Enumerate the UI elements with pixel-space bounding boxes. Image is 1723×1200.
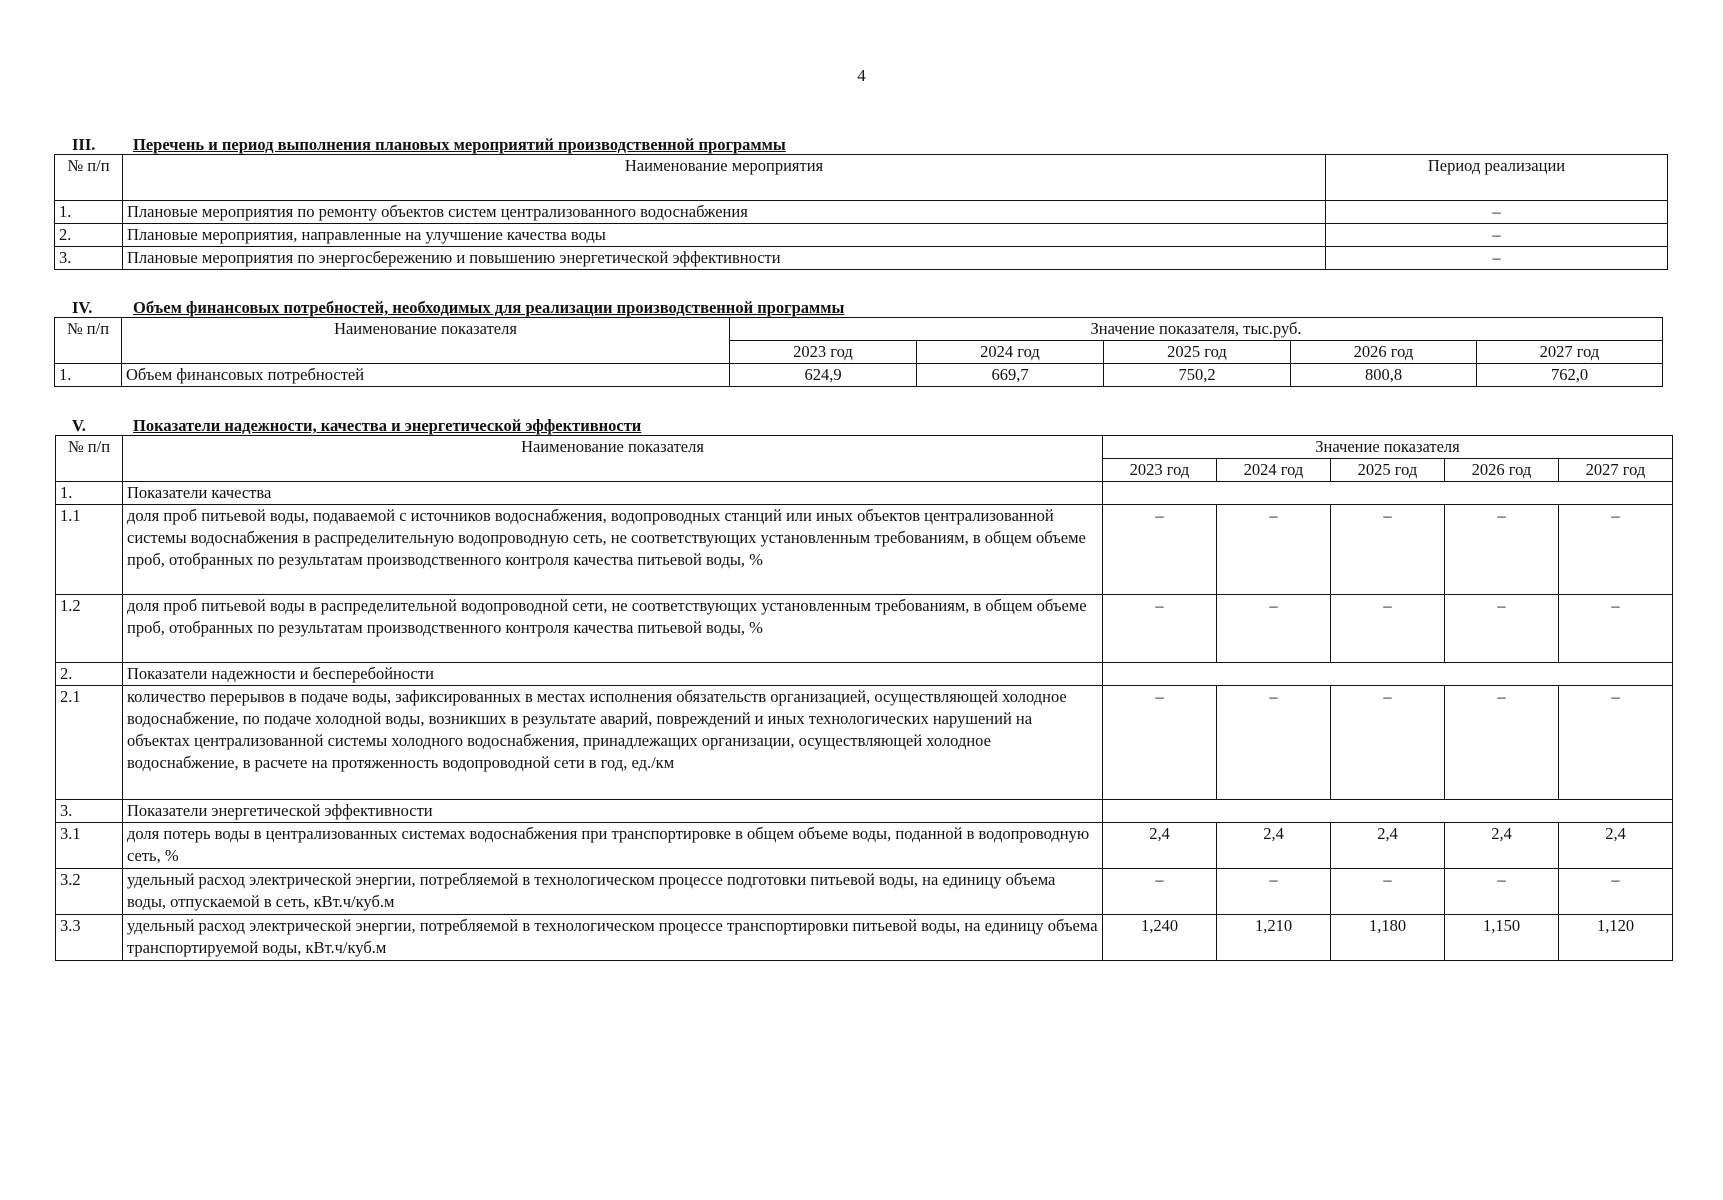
row-value: – — [1103, 686, 1217, 800]
header-name: Наименование мероприятия — [123, 155, 1326, 201]
row-value: 624,9 — [730, 364, 917, 387]
header-name: Наименование показателя — [123, 436, 1103, 482]
row-name: Плановые мероприятия по энергосбережению и повышению энергетической эффективности — [123, 247, 1326, 270]
row-name: Плановые мероприятия, направленные на улучшение качества воды — [123, 224, 1326, 247]
table-row — [55, 224, 1668, 247]
year-header: 2026 год — [1445, 459, 1559, 482]
row-value: 669,7 — [917, 364, 1104, 387]
row-name: доля проб питьевой воды в распределительной водопроводной сети, не соответствующих установленным требованиям, в общем объеме проб, отобранных по результатам производственного контроля качества питьевой воды, % — [123, 595, 1103, 663]
table-row — [56, 686, 1673, 800]
row-value: 800,8 — [1291, 364, 1477, 387]
table-row — [56, 505, 1673, 595]
row-name: Показатели качества — [123, 482, 1103, 505]
row-value: 2,4 — [1103, 823, 1217, 869]
year-header: 2025 год — [1331, 459, 1445, 482]
table-row — [56, 595, 1673, 663]
header-num: № п/п — [55, 155, 123, 201]
header-value: Значение показателя — [1103, 436, 1673, 459]
row-name: удельный расход электрической энергии, потребляемой в технологическом процессе подготовки питьевой воды, на единицу объема воды, отпускаемой в сеть, кВт.ч/куб.м — [123, 869, 1103, 915]
row-value: – — [1445, 505, 1559, 595]
row-value-empty — [1103, 800, 1673, 823]
year-header: 2025 год — [1104, 341, 1291, 364]
year-header: 2024 год — [1217, 459, 1331, 482]
row-name: количество перерывов в подаче воды, зафиксированных в местах исполнения обязательств организацией, осуществляющей холодное водоснабжение, по подаче холодной воды, возникших в результате аварий, повреждений и иных технологических нарушений на объектах централизованной системы холодного водоснабжения, принадлежащих организации, осуществляющей холодное водоснабжение, в расчете на протяженность водопроводной сети в год, ед./км — [123, 686, 1103, 800]
section-5-header-row — [56, 436, 1673, 459]
group-row — [56, 663, 1673, 686]
row-name: удельный расход электрической энергии, потребляемой в технологическом процессе транспортировки питьевой воды, на единицу объема транспортируемой воды, кВт.ч/куб.м — [123, 915, 1103, 961]
row-value: – — [1217, 505, 1331, 595]
table-row — [56, 915, 1673, 961]
row-name: доля проб питьевой воды, подаваемой с источников водоснабжения, водопроводных станций или иных объектов централизованной системы водоснабжения в распределительную водопроводную сеть, не соответствующих установленным требованиям, в общем объеме проб, отобранных по результатам производственного контроля качества питьевой воды, % — [123, 505, 1103, 595]
group-row — [56, 482, 1673, 505]
row-value: – — [1217, 686, 1331, 800]
row-num: 1. — [55, 364, 122, 387]
row-value: 2,4 — [1217, 823, 1331, 869]
section-3-title — [72, 136, 786, 153]
section-4-header-row — [55, 318, 1663, 341]
row-value: – — [1445, 869, 1559, 915]
section-3-title-text: Перечень и период выполнения плановых мероприятий производственной программы — [133, 135, 786, 154]
row-value: – — [1331, 869, 1445, 915]
row-num: 1.1 — [56, 505, 123, 595]
row-value: – — [1331, 505, 1445, 595]
row-num: 1. — [56, 482, 123, 505]
row-num: 2. — [56, 663, 123, 686]
section-5-table — [55, 435, 1673, 961]
row-value: – — [1445, 595, 1559, 663]
row-name: Показатели энергетической эффективности — [123, 800, 1103, 823]
row-value-empty — [1103, 663, 1673, 686]
header-num: № п/п — [56, 436, 123, 482]
row-num: 1. — [55, 201, 123, 224]
row-num: 3. — [56, 800, 123, 823]
section-4-table — [54, 317, 1663, 387]
row-num: 2.1 — [56, 686, 123, 800]
row-period: – — [1326, 247, 1668, 270]
row-num: 3.1 — [56, 823, 123, 869]
row-value: – — [1103, 595, 1217, 663]
row-value: 2,4 — [1559, 823, 1673, 869]
header-value: Значение показателя, тыс.руб. — [730, 318, 1663, 341]
header-num: № п/п — [55, 318, 122, 364]
row-value: – — [1103, 505, 1217, 595]
row-value: 2,4 — [1445, 823, 1559, 869]
year-header: 2027 год — [1559, 459, 1673, 482]
section-3-table — [54, 154, 1668, 270]
row-value: 1,240 — [1103, 915, 1217, 961]
section-4-title-text: Объем финансовых потребностей, необходимых для реализации производственной программы — [133, 298, 845, 317]
row-value: 1,150 — [1445, 915, 1559, 961]
row-value: – — [1217, 869, 1331, 915]
row-period: – — [1326, 201, 1668, 224]
header-name: Наименование показателя — [122, 318, 730, 364]
row-value: 762,0 — [1477, 364, 1663, 387]
row-period: – — [1326, 224, 1668, 247]
table-row — [55, 364, 1663, 387]
row-name: Плановые мероприятия по ремонту объектов систем централизованного водоснабжения — [123, 201, 1326, 224]
section-3-header-row — [55, 155, 1668, 201]
row-value: – — [1331, 686, 1445, 800]
section-4-number: IV. — [72, 298, 93, 317]
page-number: 4 — [857, 66, 866, 85]
row-value-empty — [1103, 482, 1673, 505]
row-value: – — [1103, 869, 1217, 915]
table-row — [56, 869, 1673, 915]
year-header: 2024 год — [917, 341, 1104, 364]
year-header: 2026 год — [1291, 341, 1477, 364]
row-value: – — [1559, 869, 1673, 915]
group-row — [56, 800, 1673, 823]
row-value: 1,210 — [1217, 915, 1331, 961]
row-name: доля потерь воды в централизованных системах водоснабжения при транспортировке в общем объеме воды, поданной в водопроводную сеть, % — [123, 823, 1103, 869]
row-num: 3.3 — [56, 915, 123, 961]
row-value: – — [1217, 595, 1331, 663]
table-row — [55, 247, 1668, 270]
year-header: 2023 год — [1103, 459, 1217, 482]
section-5-number: V. — [72, 416, 86, 435]
row-value: 1,180 — [1331, 915, 1445, 961]
table-row — [56, 823, 1673, 869]
row-num: 2. — [55, 224, 123, 247]
row-value: – — [1559, 595, 1673, 663]
section-5-title — [72, 417, 641, 434]
row-value: 750,2 — [1104, 364, 1291, 387]
row-num: 3.2 — [56, 869, 123, 915]
year-header: 2027 год — [1477, 341, 1663, 364]
row-value: – — [1331, 595, 1445, 663]
row-value: – — [1559, 686, 1673, 800]
row-name: Показатели надежности и бесперебойности — [123, 663, 1103, 686]
row-name: Объем финансовых потребностей — [122, 364, 730, 387]
section-3-number: III. — [72, 135, 96, 154]
row-value: 1,120 — [1559, 915, 1673, 961]
row-value: – — [1445, 686, 1559, 800]
row-value: 2,4 — [1331, 823, 1445, 869]
table-row — [55, 201, 1668, 224]
section-4-title — [72, 299, 844, 316]
row-num: 1.2 — [56, 595, 123, 663]
row-num: 3. — [55, 247, 123, 270]
header-period: Период реализации — [1326, 155, 1668, 201]
row-value: – — [1559, 505, 1673, 595]
section-5-title-text: Показатели надежности, качества и энергетической эффективности — [133, 416, 642, 435]
year-header: 2023 год — [730, 341, 917, 364]
